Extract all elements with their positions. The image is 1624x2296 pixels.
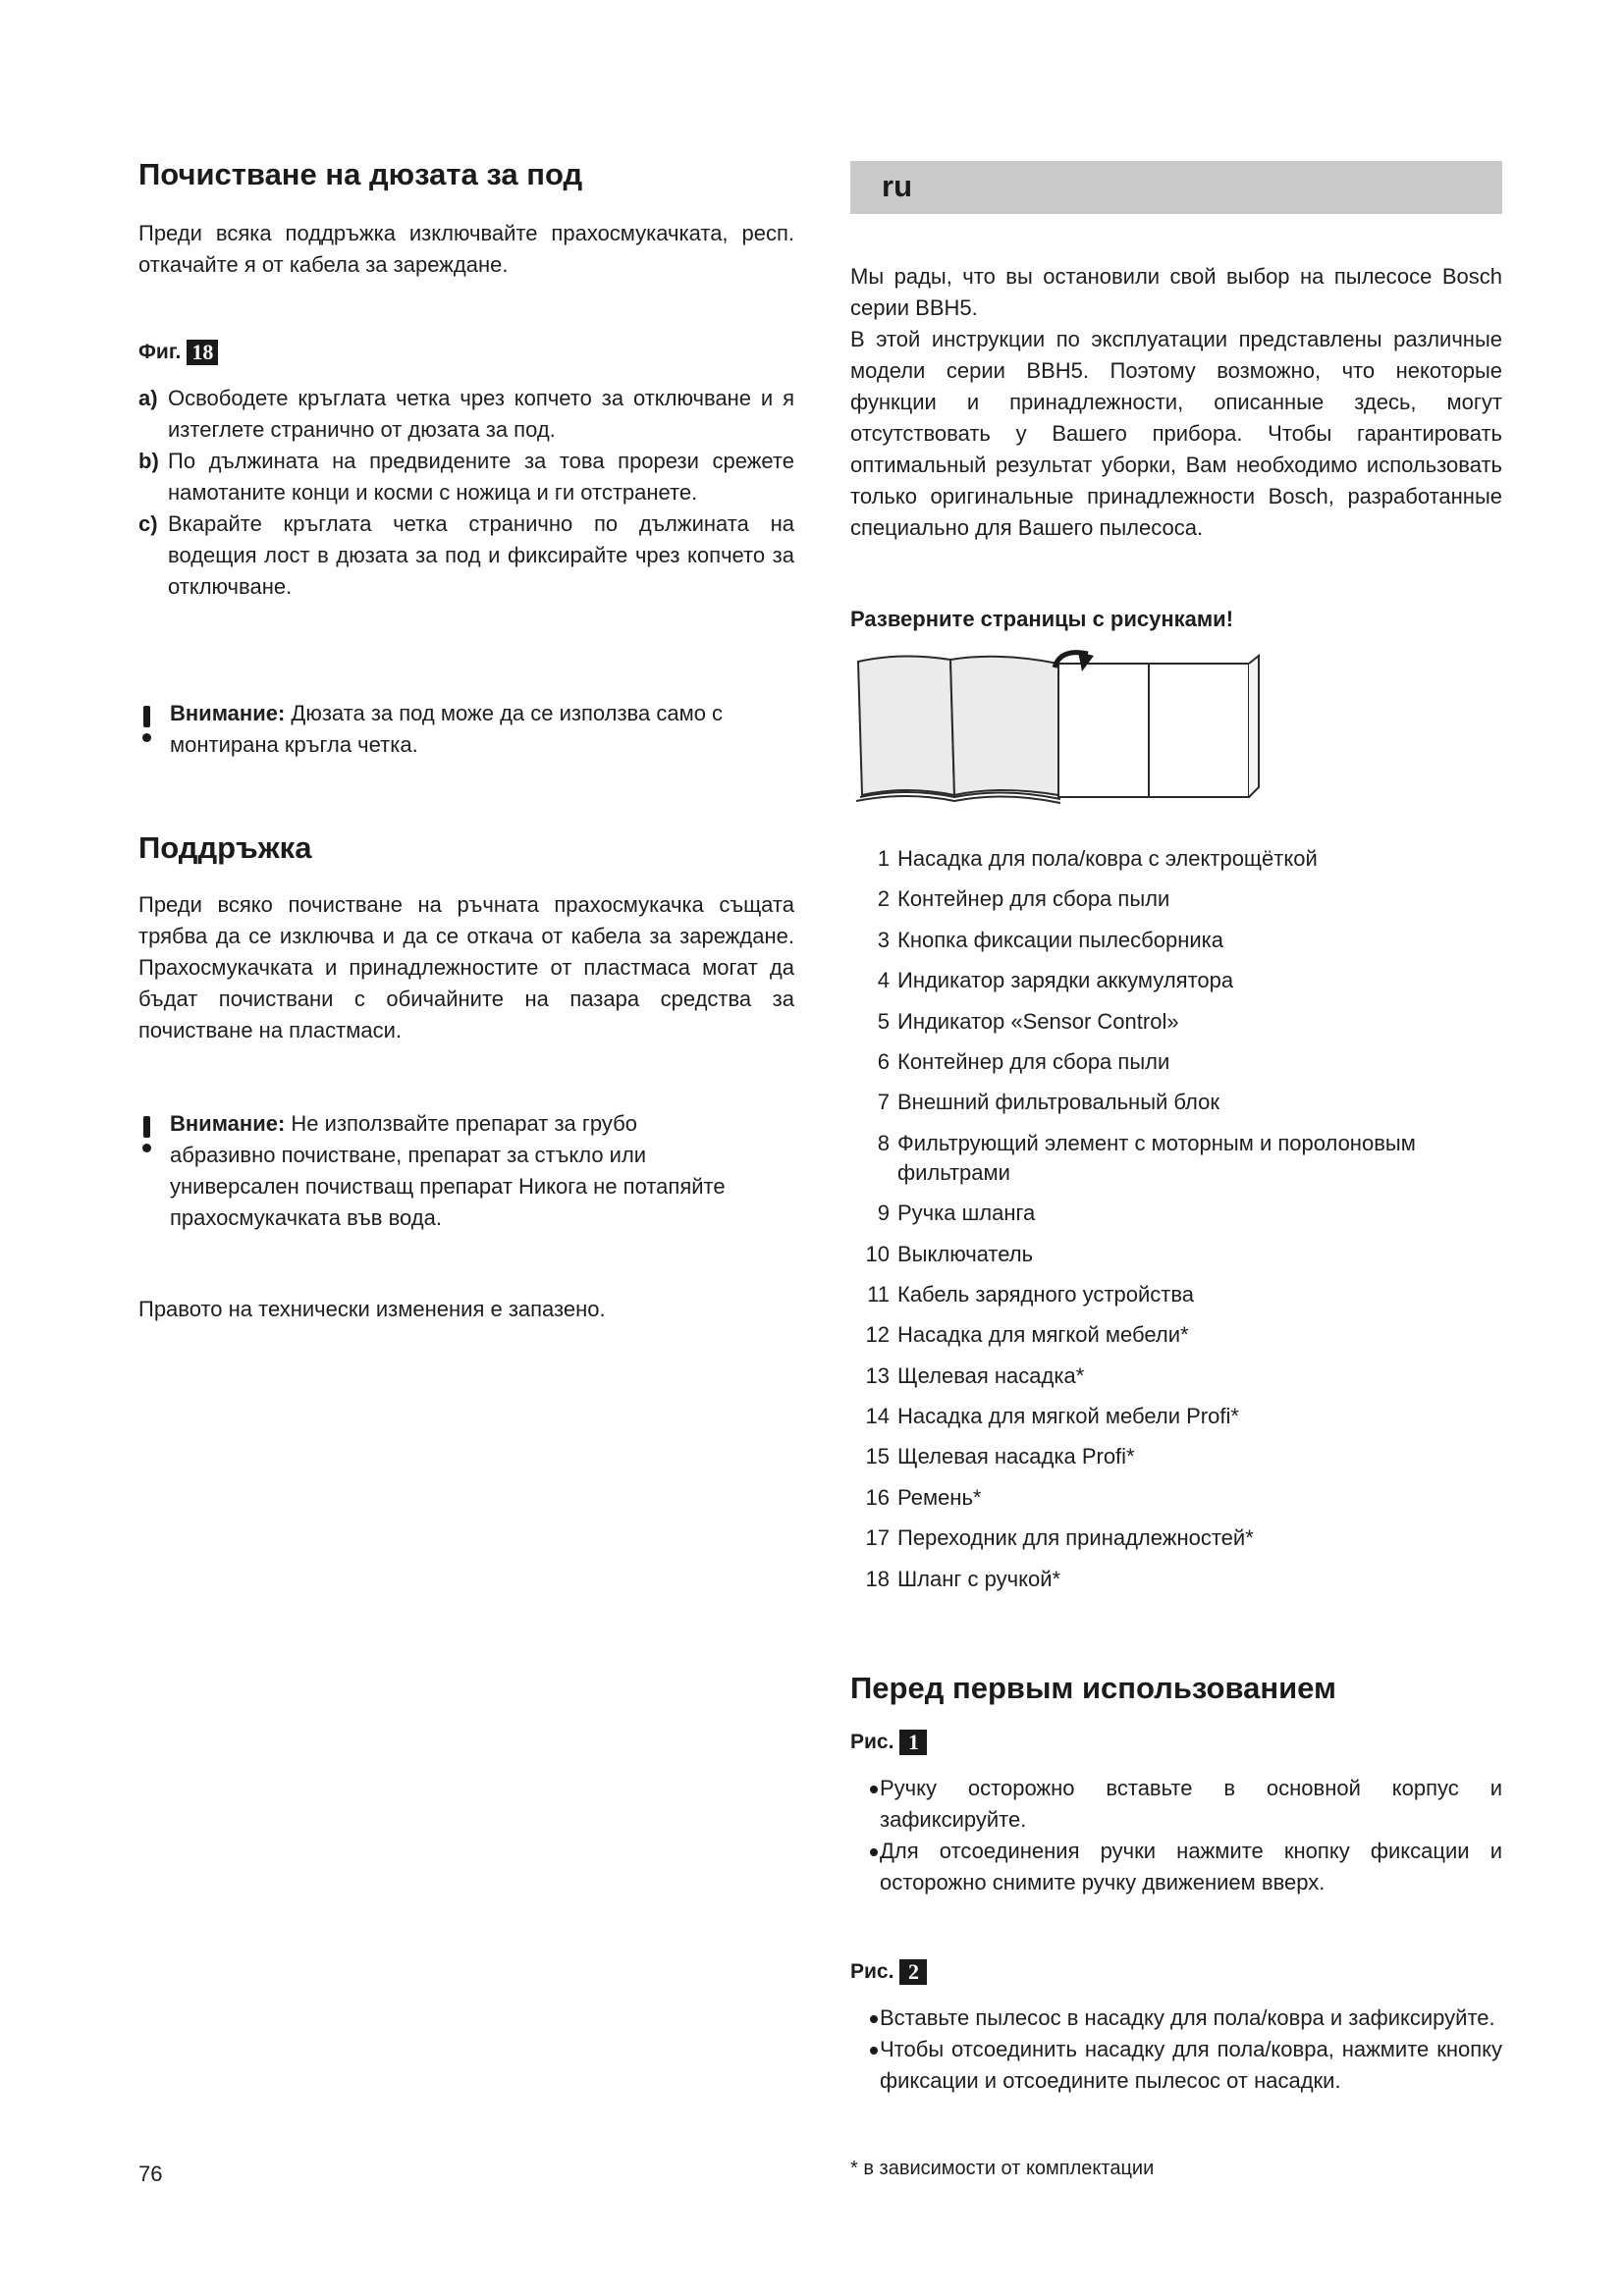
list-item [850, 1007, 1502, 1037]
part-name: Шланг с ручкой* [897, 1566, 1061, 1591]
part-name: Насадка для мягкой мебели* [897, 1322, 1189, 1348]
list-item [850, 1442, 1502, 1471]
part-name: Кнопка фиксации пылесборника [897, 927, 1224, 952]
step-label: c) [138, 511, 158, 536]
part-number: 7 [877, 1090, 890, 1115]
list-item [850, 1773, 1502, 1836]
warning-cleaning-agents [138, 1108, 737, 1234]
list-item [850, 884, 1502, 914]
part-name: Насадка для пола/ковра с электрощёткой [897, 846, 1318, 871]
bullet-icon [850, 2002, 880, 2034]
part-number: 5 [877, 1008, 890, 1034]
list-item [850, 1129, 1502, 1188]
rights-reserved: Правото на технически изменения е запазено. [138, 1297, 606, 1321]
part-name: Выключатель [897, 1241, 1034, 1266]
part-number: 8 [877, 1130, 890, 1155]
part-number: 13 [865, 1362, 890, 1388]
list-item [850, 926, 1502, 955]
instruction-text: Для отсоединения ручки нажмите кнопку фиксации и осторожно снимите ручку движением вверх. [880, 1839, 1502, 1895]
part-name: Фильтрующий элемент с моторным и поролоновым фильтрами [897, 1130, 1416, 1185]
part-number: 14 [865, 1404, 890, 1429]
list-item [850, 2034, 1502, 2097]
list-item [850, 1240, 1502, 1269]
fig-2-instructions [850, 2002, 1502, 2097]
part-name: Кабель зарядного устройства [897, 1281, 1194, 1307]
step-text: Освободете кръглата четка чрез копчето за отключване и я изтеглете странично от дюзата за под. [168, 386, 794, 442]
bullet-icon [850, 1836, 880, 1898]
list-item [850, 1320, 1502, 1350]
floor-nozzle-intro: Преди всяка поддръжка изключвайте прахосмукачката, респ. откачайте я от кабела за зареждане. [138, 221, 794, 277]
fig-number-box: 1 [899, 1730, 927, 1755]
part-number: 15 [865, 1444, 890, 1469]
list-item [850, 1088, 1502, 1117]
part-name: Щелевая насадка* [897, 1362, 1085, 1388]
warning-content [170, 1108, 737, 1234]
fig-label-text: Рис. [850, 1960, 894, 1983]
instruction-text: Чтобы отсоединить насадку для пола/ковра, нажмите кнопку фиксации и отсоедините пылесос от насадки. [880, 2037, 1502, 2093]
section-title-floor-nozzle-cleaning: Почистване на дюзата за под [138, 157, 583, 191]
part-number: 10 [865, 1241, 890, 1266]
maintenance-text: Преди всяко почистване на ръчната прахосмукачка същата трябва да се изключва и да се откача от кабела за зареждане. Прахосмукачката и принадлежностите от пластмаса могат да бъдат почиствани с обичайните на пазара средства за почистване на пластмаси. [138, 892, 794, 1042]
step-label: b) [138, 449, 159, 473]
unfold-pages-illustration [852, 648, 1265, 815]
list-item [850, 1362, 1502, 1391]
list-item [850, 844, 1502, 874]
fig-18-label [138, 340, 794, 365]
intro-paragraph-1: Мы рады, что вы остановили свой выбор на пылесосе Bosch серии BBH5. [850, 264, 1502, 320]
warning-text: Дюзата за под може да се използва само с монтирана кръгла четка. [170, 701, 724, 757]
unfold-pages-heading: Разверните страницы с рисунками! [850, 607, 1234, 631]
instruction-text: Ручку осторожно вставьте в основной корпус и зафиксируйте. [880, 1776, 1502, 1832]
footnote: * в зависимости от комплектации [850, 2158, 1155, 2179]
warning-text: Не използвайте препарат за грубо абразивно почистване, препарат за стъкло или универсален почистващ препарат Никога не потапяйте прахосмукачката във вода. [170, 1111, 726, 1230]
warning-content [170, 698, 794, 761]
part-name: Контейнер для сбора пыли [897, 886, 1170, 912]
floor-nozzle-steps [138, 383, 794, 603]
list-item [850, 1047, 1502, 1077]
part-name: Внешний фильтровальный блок [897, 1090, 1219, 1115]
list-item [850, 1402, 1502, 1431]
language-code: ru [882, 169, 912, 203]
parts-list [850, 844, 1502, 1605]
part-number: 2 [877, 886, 890, 912]
part-name: Щелевая насадка Profi* [897, 1444, 1135, 1469]
step-text: По дължината на предвидените за това прорези срежете намотаните конци и косми с ножица и ги отстранете. [168, 449, 794, 505]
part-number: 3 [877, 927, 890, 952]
part-name: Переходник для принадлежностей* [897, 1525, 1254, 1551]
page-number: 76 [138, 2162, 163, 2186]
part-name: Ручка шланга [897, 1201, 1036, 1226]
bullet-icon [850, 1773, 880, 1836]
section-title-first-use: Перед первым использованием [850, 1671, 1336, 1705]
part-number: 17 [865, 1525, 890, 1551]
list-item [850, 1523, 1502, 1553]
fig-label-text: Фиг. [138, 341, 182, 363]
part-number: 1 [877, 846, 890, 871]
fig-label-text: Рис. [850, 1731, 894, 1753]
list-item [850, 966, 1502, 995]
list-item [850, 2002, 1502, 2034]
part-number: 9 [877, 1201, 890, 1226]
part-number: 16 [865, 1484, 890, 1510]
fig-1-label [850, 1730, 1502, 1755]
part-number: 11 [867, 1281, 890, 1307]
part-name: Насадка для мягкой мебели Profi* [897, 1404, 1239, 1429]
warning-label: Внимание: [170, 1111, 286, 1136]
part-number: 4 [877, 968, 890, 993]
fig-1-instructions [850, 1773, 1502, 1898]
fig-2-label [850, 1959, 1502, 1985]
bullet-icon [850, 2034, 880, 2097]
fig-number-box: 2 [899, 1959, 927, 1985]
list-item [850, 1483, 1502, 1513]
intro-paragraph-2: В этой инструкции по эксплуатации представлены различные модели серии BBH5. Поэтому возможно, что некоторые функции и принадлежности, описанные здесь, могут отсутствовать у Вашего прибора. Чтобы гарантировать оптимальный результат уборки, Вам необходимо использовать только оригинальные принадлежности Bosch, разработанные специально для Вашего пылесоса. [850, 327, 1502, 540]
part-name: Индикатор зарядки аккумулятора [897, 968, 1234, 993]
warning-label: Внимание: [170, 701, 286, 725]
part-name: Индикатор «Sensor Control» [897, 1008, 1179, 1034]
part-name: Контейнер для сбора пыли [897, 1048, 1170, 1074]
part-number: 18 [865, 1566, 890, 1591]
step-label: a) [138, 386, 158, 410]
list-item [850, 1280, 1502, 1309]
list-item [850, 1836, 1502, 1898]
step-text: Вкарайте кръглата четка странично по дължината на водещия лост в дюзата за под и фиксирайте чрез копчето за отключване. [168, 511, 794, 599]
part-number: 12 [865, 1322, 890, 1348]
language-bar [850, 161, 1502, 214]
list-item [850, 1565, 1502, 1594]
part-name: Ремень* [897, 1484, 982, 1510]
section-title-maintenance: Поддръжка [138, 830, 312, 865]
list-item [850, 1199, 1502, 1228]
step-c [138, 508, 794, 603]
fig-number-box: 18 [187, 340, 218, 365]
instruction-text: Вставьте пылесос в насадку для пола/ковра и зафиксируйте. [880, 2005, 1495, 2030]
warning-round-brush [138, 698, 794, 761]
step-a [138, 383, 794, 446]
warning-exclamation-icon [138, 698, 170, 761]
part-number: 6 [877, 1048, 890, 1074]
step-b [138, 446, 794, 508]
warning-exclamation-icon [138, 1108, 170, 1234]
